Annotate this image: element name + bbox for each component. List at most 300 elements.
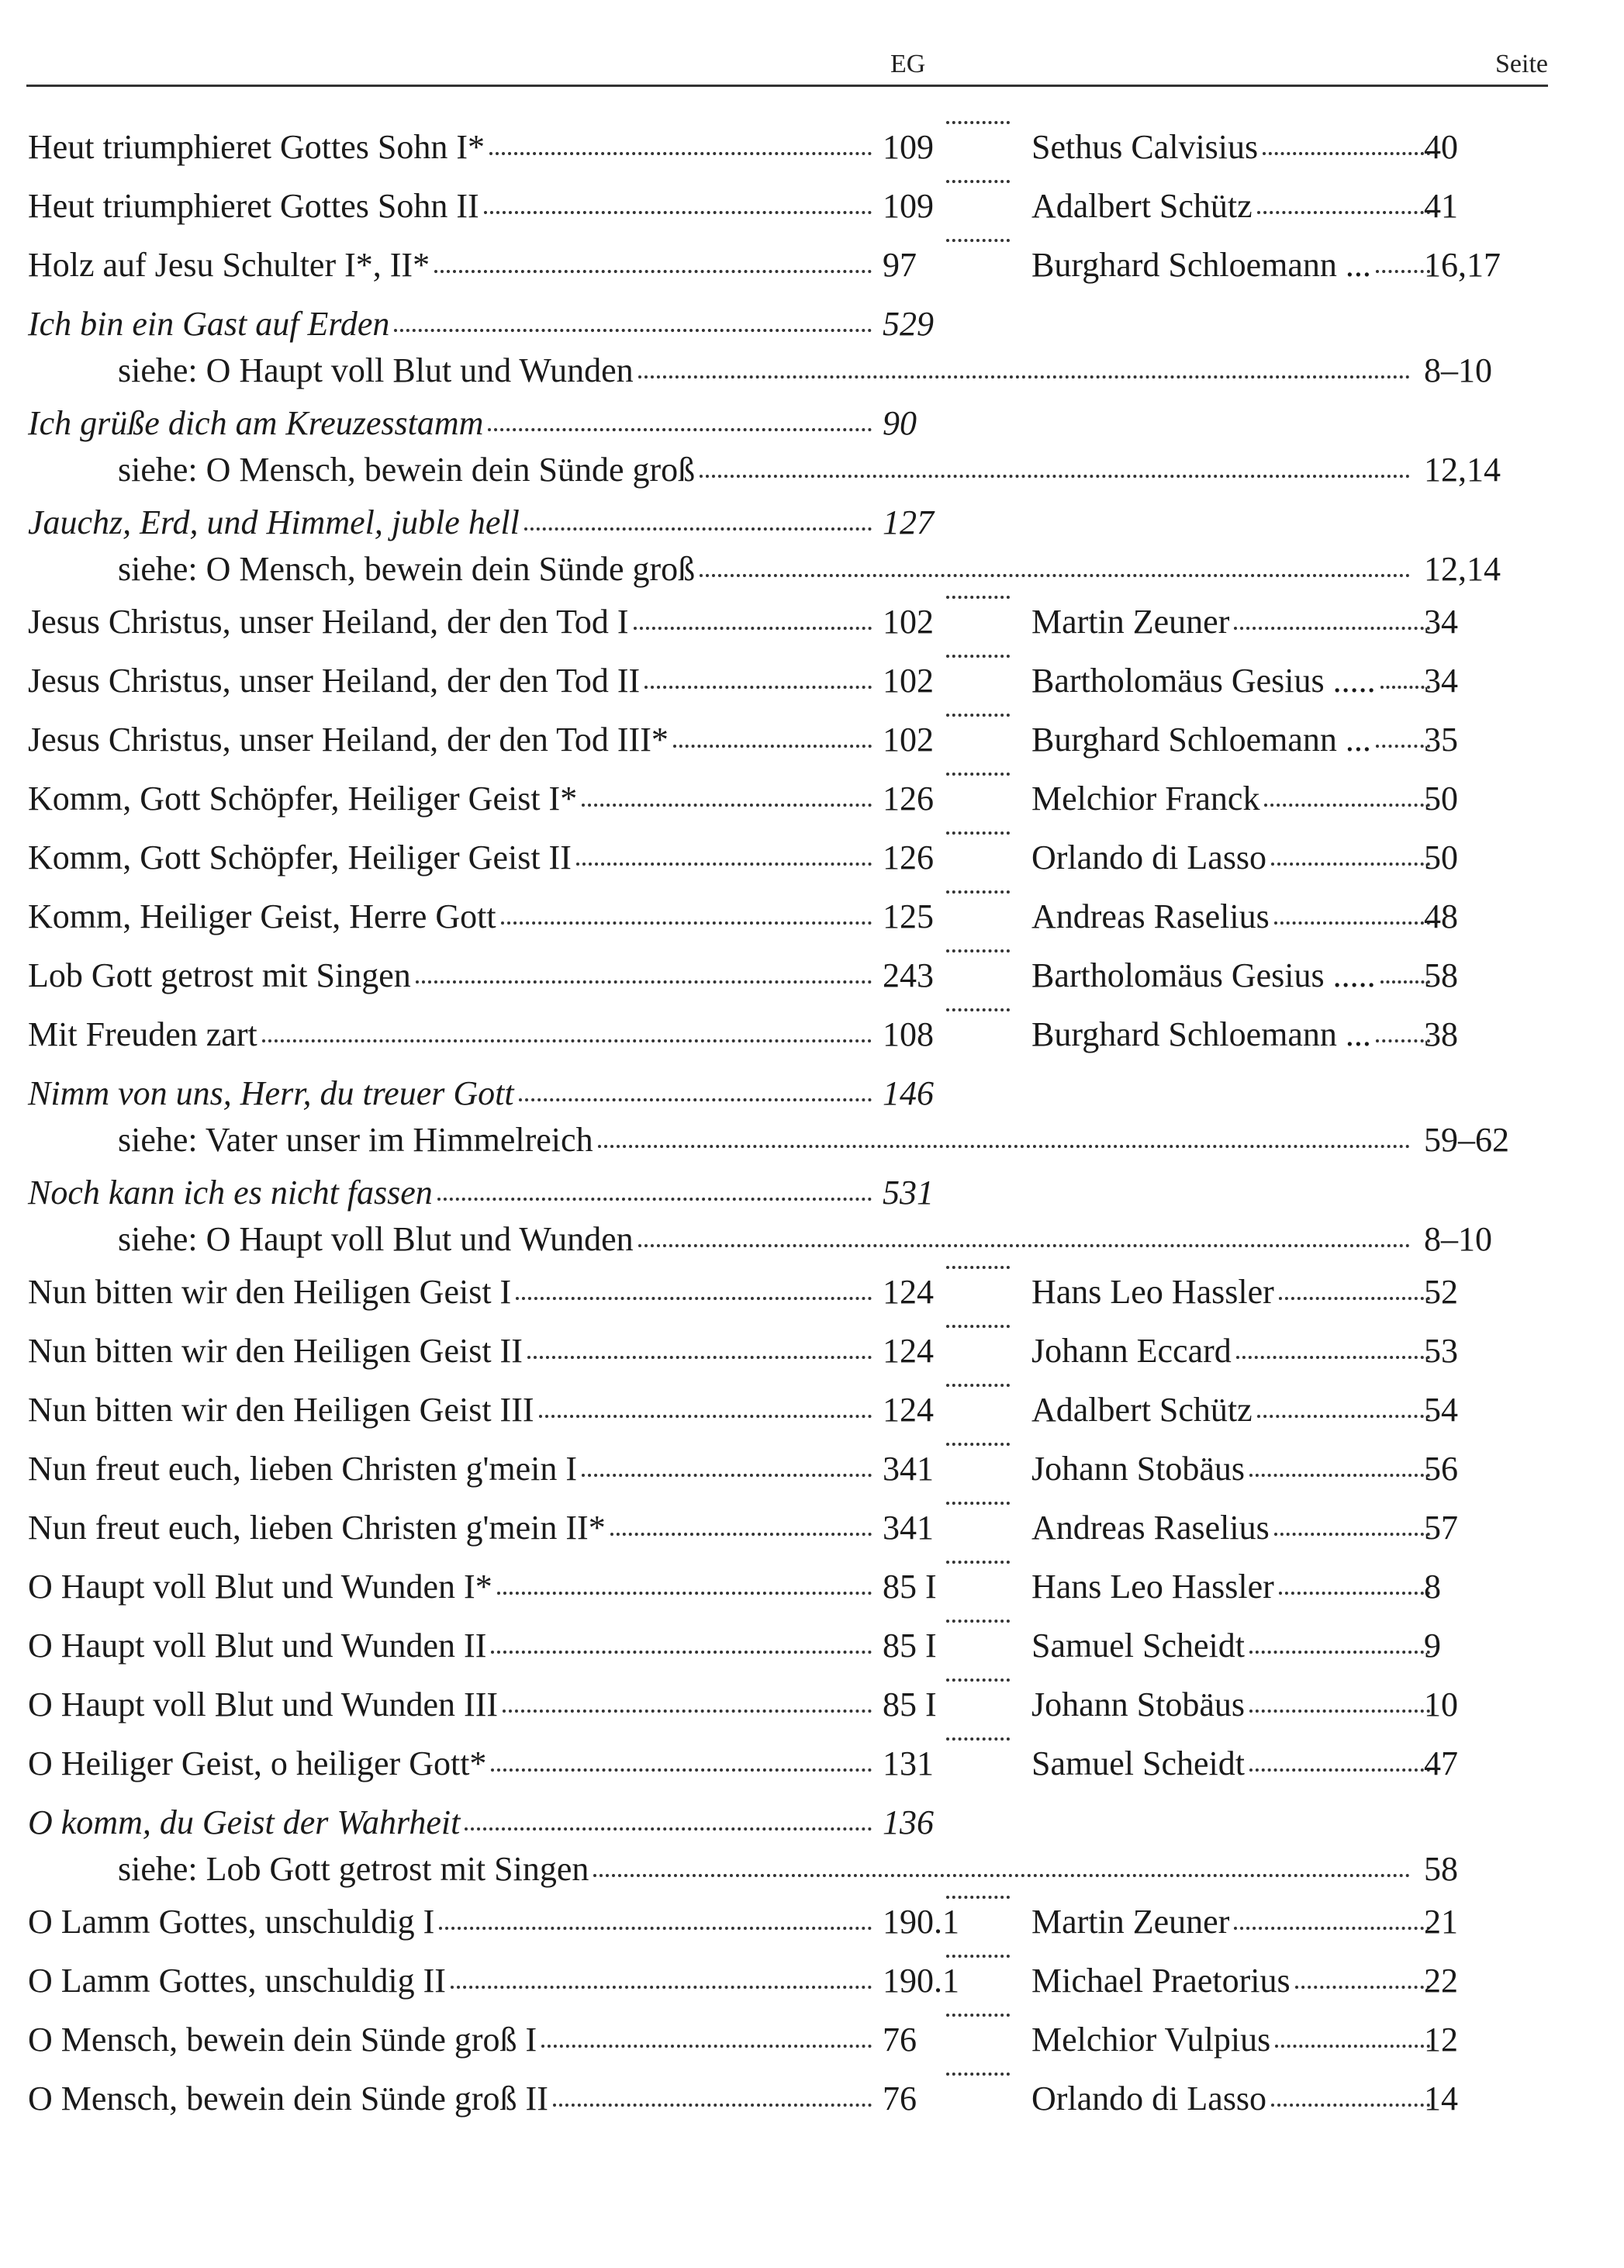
composer-name: Melchior Franck <box>1031 780 1260 818</box>
eg-composer-leader <box>935 1741 1021 1787</box>
dot-leader <box>634 627 872 630</box>
eg-number: 136 <box>883 1803 934 1841</box>
page-number: 56 <box>1424 1450 1458 1488</box>
page-number: 48 <box>1424 897 1458 935</box>
dot-leader <box>516 1297 872 1300</box>
dot-leader <box>1249 1768 1430 1772</box>
dot-leader <box>553 2104 872 2107</box>
page-number: 22 <box>1424 1962 1458 2000</box>
dot-leader <box>503 1710 872 1713</box>
composer-name: Andreas Raselius <box>1031 897 1270 935</box>
index-entry <box>0 1328 1624 1387</box>
index-entry <box>0 242 1624 301</box>
eg-composer-leader <box>935 835 1021 881</box>
dot-leader <box>434 270 872 273</box>
entry-title-line <box>28 2076 883 2122</box>
dot-leader <box>437 1198 872 1201</box>
page-number: 38 <box>1424 1015 1458 1053</box>
index-entry <box>0 183 1624 242</box>
composer-line <box>1031 658 1435 704</box>
hymn-title: O Mensch, bewein dein Sünde groß I <box>28 2021 537 2059</box>
composer-line <box>1031 1741 1435 1787</box>
dot-leader <box>1257 1415 1430 1418</box>
dot-leader <box>1264 804 1430 807</box>
eg-number: 131 <box>883 1744 934 1782</box>
index-entry <box>0 952 1624 1011</box>
composer-line <box>1031 952 1435 999</box>
page-number: 54 <box>1424 1391 1458 1429</box>
dot-leader <box>1380 980 1430 984</box>
see-reference: siehe: O Mensch, bewein dein Sünde groß <box>118 451 696 489</box>
entry-title-line <box>28 1446 883 1492</box>
eg-number: 126 <box>883 838 934 876</box>
entry-title-line <box>28 183 883 230</box>
eg-number: 108 <box>883 1015 934 1053</box>
dot-leader <box>946 1325 1010 1328</box>
composer-name: Orlando di Lasso <box>1031 2080 1267 2118</box>
hymn-title: Ich bin ein Gast auf Erden <box>28 305 390 343</box>
dot-leader <box>1295 1986 1430 1989</box>
index-entry <box>0 1564 1624 1623</box>
eg-number: 76 <box>883 2080 917 2118</box>
page-number: 10 <box>1424 1685 1458 1723</box>
composer-name: Burghard Schloemann ... <box>1031 721 1371 759</box>
hymn-title: Lob Gott getrost mit Singen <box>28 956 411 994</box>
index-entry <box>0 2076 1624 2135</box>
composer-name: Melchior Vulpius <box>1031 2021 1271 2059</box>
index-entry <box>0 1899 1624 1958</box>
dot-leader <box>491 1651 872 1654</box>
dot-leader <box>610 1533 872 1536</box>
eg-number: 146 <box>883 1074 934 1112</box>
eg-composer-leader <box>935 1623 1021 1669</box>
see-reference-line <box>118 447 1415 493</box>
hymn-title: Komm, Gott Schöpfer, Heiliger Geist I* <box>28 780 578 818</box>
composer-line <box>1031 124 1435 171</box>
composer-line <box>1031 717 1435 763</box>
hymn-title: O Haupt voll Blut und Wunden III <box>28 1685 499 1723</box>
entry-title-line <box>28 1623 883 1669</box>
hymn-title: O Haupt voll Blut und Wunden I* <box>28 1568 492 1606</box>
dot-leader <box>946 121 1010 124</box>
dot-leader <box>582 1474 872 1477</box>
composer-name: Bartholomäus Gesius ..... <box>1031 662 1376 700</box>
eg-number: 102 <box>883 662 934 700</box>
eg-composer-leader <box>935 2076 1021 2122</box>
page-number: 53 <box>1424 1332 1458 1370</box>
eg-composer-leader <box>935 1682 1021 1728</box>
dot-leader <box>519 1098 872 1101</box>
dot-leader <box>638 1244 1410 1247</box>
eg-composer-leader <box>935 1269 1021 1316</box>
hymn-title: Noch kann ich es nicht fassen <box>28 1174 433 1212</box>
dot-leader <box>673 745 872 748</box>
entry-title-line <box>28 500 883 546</box>
composer-line <box>1031 1899 1435 1945</box>
composer-name: Johann Stobäus <box>1031 1450 1245 1488</box>
composer-line <box>1031 183 1435 230</box>
page-number: 34 <box>1424 662 1458 700</box>
entry-title-line <box>28 658 883 704</box>
hymn-title: Heut triumphieret Gottes Sohn II <box>28 187 479 225</box>
composer-name: Adalbert Schütz <box>1031 187 1253 225</box>
hymn-title: O Heiliger Geist, o heiliger Gott* <box>28 1744 487 1782</box>
dot-leader <box>439 1927 872 1930</box>
entry-title-line <box>28 1682 883 1728</box>
composer-line <box>1031 1564 1435 1610</box>
index-entry-reference <box>0 301 1624 400</box>
index-entry <box>0 1682 1624 1741</box>
entry-title-line <box>28 1170 883 1216</box>
index-entry <box>0 1505 1624 1564</box>
composer-name: Sethus Calvisius <box>1031 128 1259 166</box>
dot-leader <box>1275 2045 1430 2048</box>
dot-leader <box>582 804 872 807</box>
dot-leader <box>1271 2104 1430 2107</box>
page-number: 50 <box>1424 780 1458 818</box>
page-number: 41 <box>1424 187 1458 225</box>
dot-leader <box>946 180 1010 183</box>
composer-name: Martin Zeuner <box>1031 603 1230 641</box>
index-entry <box>0 2017 1624 2076</box>
eg-number: 109 <box>883 187 934 225</box>
composer-name: Andreas Raselius <box>1031 1509 1270 1547</box>
hymn-title: O Lamm Gottes, unschuldig I <box>28 1903 435 1941</box>
eg-number: 125 <box>883 897 934 935</box>
eg-number: 85 I <box>883 1685 937 1723</box>
page-number: 12,14 <box>1424 451 1501 489</box>
dot-leader <box>700 475 1410 478</box>
composer-name: Samuel Scheidt <box>1031 1744 1245 1782</box>
hymn-title: Nun bitten wir den Heiligen Geist II <box>28 1332 523 1370</box>
composer-line <box>1031 776 1435 822</box>
page-number: 59–62 <box>1424 1121 1509 1159</box>
index-entry-reference <box>0 1800 1624 1899</box>
dot-leader <box>1376 270 1430 273</box>
dot-leader <box>946 1679 1010 1682</box>
entry-title-line <box>28 1011 883 1058</box>
composer-name: Adalbert Schütz <box>1031 1391 1253 1429</box>
dot-leader <box>491 1768 872 1772</box>
hymn-title: Heut triumphieret Gottes Sohn I* <box>28 128 485 166</box>
dot-leader <box>527 1356 872 1359</box>
hymn-title: Nun freut euch, lieben Christen g'mein I <box>28 1450 578 1488</box>
eg-composer-leader <box>935 242 1021 289</box>
dot-leader <box>593 1874 1410 1877</box>
hymn-title: Nimm von uns, Herr, du treuer Gott <box>28 1074 514 1112</box>
hymn-title: Jesus Christus, unser Heiland, der den Tod II <box>28 662 641 700</box>
dot-leader <box>1236 1356 1430 1359</box>
dot-leader <box>1234 1927 1430 1930</box>
dot-leader <box>700 574 1410 577</box>
dot-leader <box>501 921 872 925</box>
see-reference: siehe: O Haupt voll Blut und Wunden <box>118 351 634 389</box>
eg-composer-leader <box>935 599 1021 645</box>
index-entry <box>0 894 1624 952</box>
eg-number: 190.1 <box>883 1962 959 2000</box>
composer-line <box>1031 894 1435 940</box>
hymn-title: O Lamm Gottes, unschuldig II <box>28 1962 446 2000</box>
page-column-header: Seite <box>1495 50 1548 78</box>
dot-leader <box>946 1620 1010 1623</box>
dot-leader <box>946 239 1010 242</box>
entry-title-line <box>28 1328 883 1374</box>
dot-leader <box>1274 921 1430 925</box>
composer-name: Johann Eccard <box>1031 1332 1232 1370</box>
index-entry <box>0 1741 1624 1800</box>
dot-leader <box>946 1266 1010 1269</box>
composer-line <box>1031 1958 1435 2004</box>
index-entry <box>0 776 1624 835</box>
dot-leader <box>262 1039 872 1042</box>
eg-number: 76 <box>883 2021 917 2059</box>
composer-line <box>1031 242 1435 289</box>
eg-composer-leader <box>935 658 1021 704</box>
page-number: 35 <box>1424 721 1458 759</box>
hymn-title: Komm, Heiliger Geist, Herre Gott <box>28 897 496 935</box>
eg-composer-leader <box>935 1387 1021 1433</box>
index-entry-reference <box>0 1170 1624 1269</box>
composer-line <box>1031 1505 1435 1551</box>
hymn-title: O Haupt voll Blut und Wunden II <box>28 1627 487 1665</box>
page-number: 21 <box>1424 1903 1458 1941</box>
see-reference: siehe: O Mensch, bewein dein Sünde groß <box>118 550 696 588</box>
dot-leader <box>946 1896 1010 1899</box>
page-number: 40 <box>1424 128 1458 166</box>
eg-composer-leader <box>935 776 1021 822</box>
entry-title-line <box>28 124 883 171</box>
eg-number: 85 I <box>883 1568 937 1606</box>
hymn-title: Jesus Christus, unser Heiland, der den Tod I <box>28 603 629 641</box>
page-number: 16,17 <box>1424 246 1501 284</box>
composer-name: Martin Zeuner <box>1031 1903 1230 1941</box>
eg-composer-leader <box>935 894 1021 940</box>
composer-line <box>1031 2076 1435 2122</box>
dot-leader <box>489 152 872 155</box>
index-entry-reference <box>0 500 1624 599</box>
see-reference-line <box>118 546 1415 593</box>
composer-name: Johann Stobäus <box>1031 1685 1245 1723</box>
composer-line <box>1031 1328 1435 1374</box>
dot-leader <box>946 890 1010 894</box>
hymn-title: Nun bitten wir den Heiligen Geist I <box>28 1273 512 1311</box>
eg-number: 102 <box>883 721 934 759</box>
header-rule <box>26 85 1548 87</box>
entry-title-line <box>28 2017 883 2063</box>
index-entry <box>0 1011 1624 1070</box>
dot-leader <box>946 1737 1010 1741</box>
entry-title-line <box>28 776 883 822</box>
dot-leader <box>598 1145 1410 1148</box>
dot-leader <box>1249 1651 1430 1654</box>
dot-leader <box>451 1986 872 1989</box>
eg-number: 90 <box>883 404 917 442</box>
hymn-title: Jesus Christus, unser Heiland, der den Tod III* <box>28 721 669 759</box>
eg-composer-leader <box>935 1564 1021 1610</box>
eg-column-header: EG <box>890 50 926 78</box>
eg-composer-leader <box>935 952 1021 999</box>
dot-leader <box>1376 1039 1430 1042</box>
composer-name: Burghard Schloemann ... <box>1031 1015 1371 1053</box>
page-number: 14 <box>1424 2080 1458 2118</box>
see-reference: siehe: Vater unser im Himmelreich <box>118 1121 593 1159</box>
eg-composer-leader <box>935 717 1021 763</box>
dot-leader <box>946 1502 1010 1505</box>
dot-leader <box>1249 1710 1430 1713</box>
entry-title-line <box>28 1800 883 1846</box>
dot-leader <box>946 1561 1010 1564</box>
index-entry <box>0 599 1624 658</box>
entry-title-line <box>28 301 883 347</box>
composer-name: Samuel Scheidt <box>1031 1627 1245 1665</box>
entry-title-line <box>28 1070 883 1117</box>
hymn-title: Mit Freuden zart <box>28 1015 257 1053</box>
composer-name: Hans Leo Hassler <box>1031 1568 1274 1606</box>
hymn-title: O Mensch, bewein dein Sünde groß II <box>28 2080 548 2118</box>
dot-leader <box>1279 1297 1430 1300</box>
eg-number: 102 <box>883 603 934 641</box>
dot-leader <box>946 1443 1010 1446</box>
page-number: 9 <box>1424 1627 1441 1665</box>
index-entry <box>0 1958 1624 2017</box>
eg-number: 124 <box>883 1273 934 1311</box>
dot-leader <box>1274 1533 1430 1536</box>
hymn-title: Holz auf Jesu Schulter I*, II* <box>28 246 430 284</box>
page-number: 58 <box>1424 956 1458 994</box>
eg-number: 85 I <box>883 1627 937 1665</box>
dot-leader <box>644 686 872 689</box>
dot-leader <box>1249 1474 1430 1477</box>
entry-title-line <box>28 599 883 645</box>
eg-composer-leader <box>935 1328 1021 1374</box>
entry-title-line <box>28 1387 883 1433</box>
dot-leader <box>1376 745 1430 748</box>
dot-leader <box>946 831 1010 835</box>
dot-leader <box>465 1827 872 1831</box>
eg-number: 243 <box>883 956 934 994</box>
eg-composer-leader <box>935 183 1021 230</box>
dot-leader <box>1271 863 1430 866</box>
eg-number: 190.1 <box>883 1903 959 1941</box>
composer-name: Burghard Schloemann ... <box>1031 246 1371 284</box>
hymn-title: Nun bitten wir den Heiligen Geist III <box>28 1391 534 1429</box>
eg-number: 109 <box>883 128 934 166</box>
entry-title-line <box>28 1564 883 1610</box>
eg-number: 529 <box>883 305 934 343</box>
eg-number: 124 <box>883 1332 934 1370</box>
eg-number: 126 <box>883 780 934 818</box>
index-entry <box>0 1269 1624 1328</box>
entry-title-line <box>28 952 883 999</box>
dot-leader <box>946 949 1010 952</box>
entry-title-line <box>28 835 883 881</box>
index-entry-reference <box>0 1070 1624 1170</box>
dot-leader <box>394 329 872 332</box>
eg-composer-leader <box>935 2017 1021 2063</box>
hymn-title: Nun freut euch, lieben Christen g'mein II* <box>28 1509 606 1547</box>
dot-leader <box>524 527 872 531</box>
composer-line <box>1031 599 1435 645</box>
composer-line <box>1031 1269 1435 1316</box>
composer-line <box>1031 1446 1435 1492</box>
page-number: 34 <box>1424 603 1458 641</box>
dot-leader <box>1257 211 1430 214</box>
index-entry-reference <box>0 400 1624 500</box>
eg-composer-leader <box>935 1958 1021 2004</box>
dot-leader <box>946 1384 1010 1387</box>
hymn-title: O komm, du Geist der Wahrheit <box>28 1803 461 1841</box>
eg-number: 97 <box>883 246 917 284</box>
composer-name: Orlando di Lasso <box>1031 838 1267 876</box>
composer-name: Michael Praetorius <box>1031 1962 1291 2000</box>
composer-line <box>1031 1387 1435 1433</box>
index-list <box>0 124 1624 2135</box>
see-reference-line <box>118 347 1415 394</box>
dot-leader <box>946 596 1010 599</box>
composer-line <box>1031 1682 1435 1728</box>
composer-line <box>1031 2017 1435 2063</box>
dot-leader <box>946 1955 1010 1958</box>
dot-leader <box>488 428 872 431</box>
dot-leader <box>576 863 872 866</box>
entry-title-line <box>28 894 883 940</box>
dot-leader <box>946 2014 1010 2017</box>
see-reference-line <box>118 1846 1415 1893</box>
index-entry <box>0 1623 1624 1682</box>
dot-leader <box>497 1592 872 1595</box>
page-number: 50 <box>1424 838 1458 876</box>
dot-leader <box>1263 152 1430 155</box>
hymn-title: Ich grüße dich am Kreuzesstamm <box>28 404 484 442</box>
entry-title-line <box>28 1505 883 1551</box>
entry-title-line <box>28 1958 883 2004</box>
eg-composer-leader <box>935 1446 1021 1492</box>
dot-leader <box>1279 1592 1430 1595</box>
dot-leader <box>541 2045 872 2048</box>
eg-composer-leader <box>935 1899 1021 1945</box>
entry-title-line <box>28 1899 883 1945</box>
entry-title-line <box>28 1269 883 1316</box>
composer-name: Bartholomäus Gesius ..... <box>1031 956 1376 994</box>
page-number: 12,14 <box>1424 550 1501 588</box>
page-number: 8–10 <box>1424 351 1492 389</box>
dot-leader <box>946 714 1010 717</box>
index-entry <box>0 1446 1624 1505</box>
dot-leader <box>539 1415 872 1418</box>
eg-number: 124 <box>883 1391 934 1429</box>
dot-leader <box>484 211 872 214</box>
entry-title-line <box>28 242 883 289</box>
see-reference-line <box>118 1117 1415 1163</box>
see-reference-line <box>118 1216 1415 1263</box>
eg-number: 341 <box>883 1509 934 1547</box>
composer-line <box>1031 1011 1435 1058</box>
dot-leader <box>946 1008 1010 1011</box>
eg-number: 531 <box>883 1174 934 1212</box>
composer-line <box>1031 835 1435 881</box>
index-entry <box>0 717 1624 776</box>
dot-leader <box>946 2073 1010 2076</box>
page-number: 58 <box>1424 1850 1458 1888</box>
dot-leader <box>946 773 1010 776</box>
page-number: 57 <box>1424 1509 1458 1547</box>
dot-leader <box>1380 686 1430 689</box>
page-number: 52 <box>1424 1273 1458 1311</box>
composer-line <box>1031 1623 1435 1669</box>
index-entry <box>0 1387 1624 1446</box>
page-number: 8 <box>1424 1568 1441 1606</box>
entry-title-line <box>28 1741 883 1787</box>
